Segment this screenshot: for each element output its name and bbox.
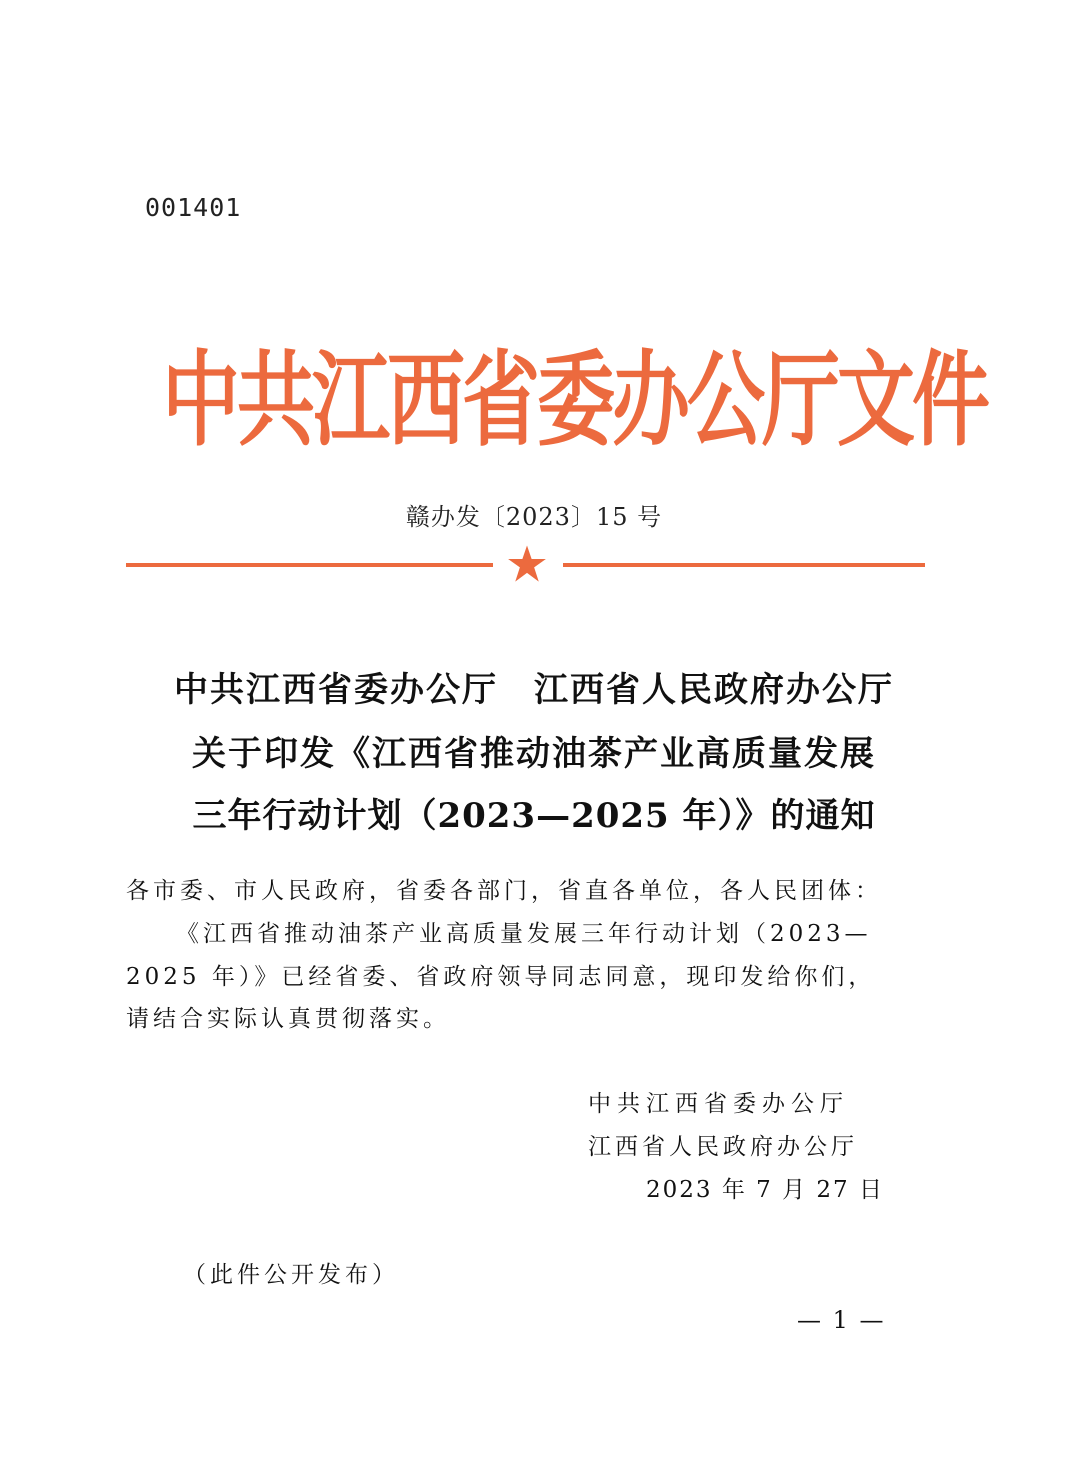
- signatory-1: 中共江西省委办公厅: [588, 1091, 849, 1117]
- body-addressee: 各市委、市人民政府，省委各部门，省直各单位，各人民团体：: [126, 878, 882, 904]
- body-line-3: 请结合实际认真贯彻落实。: [126, 1006, 450, 1032]
- star-icon: [506, 543, 548, 585]
- body-line-1: 《江西省推动油茶产业高质量发展三年行动计划（2023—: [176, 921, 872, 947]
- page-number: — 1 —: [797, 1306, 886, 1334]
- signatory-2: 江西省人民政府办公厅: [588, 1134, 858, 1160]
- document-serial-number: 001401: [145, 193, 242, 222]
- publication-note: （此件公开发布）: [183, 1262, 399, 1288]
- title-line-3: 三年行动计划（2023—2025 年）》的通知: [192, 796, 876, 836]
- title-line-1: 中共江西省委办公厅 江西省人民政府办公厅: [174, 670, 894, 710]
- document-masthead: 中共江西省委办公厅文件: [162, 341, 988, 461]
- document-number: 赣办发〔2023〕15 号: [405, 503, 663, 531]
- masthead-divider-left: [126, 563, 493, 567]
- masthead-divider-right: [563, 563, 925, 567]
- title-line-2: 关于印发《江西省推动油茶产业高质量发展: [192, 734, 876, 774]
- signature-date: 2023 年 7 月 27 日: [646, 1177, 884, 1203]
- body-line-2: 2025 年）》已经省委、省政府领导同志同意，现印发给你们，: [126, 964, 876, 990]
